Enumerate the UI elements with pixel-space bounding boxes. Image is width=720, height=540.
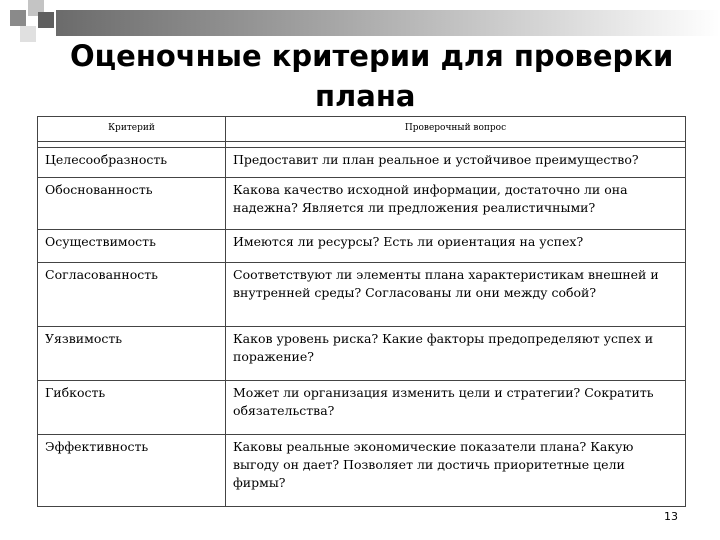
question-cell: Какова качество исходной информации, достаточно ли она надежна? Является ли предложения реалистичными? bbox=[226, 178, 686, 230]
question-cell: Соответствуют ли элементы плана характеристикам внешней и внутренней среды? Согласованы ли они между собой? bbox=[226, 263, 686, 327]
question-cell: Каков уровень риска? Какие факторы предопределяют успех и поражение? bbox=[226, 327, 686, 381]
criterion-cell: Уязвимость bbox=[38, 327, 226, 381]
criterion-cell: Согласованность bbox=[38, 263, 226, 327]
table-header-row bbox=[38, 117, 686, 142]
criterion-cell: Осуществимость bbox=[38, 230, 226, 263]
criterion-cell: Гибкость bbox=[38, 381, 226, 435]
criteria-table bbox=[37, 116, 686, 507]
slide-title-line2: плана bbox=[315, 79, 416, 113]
question-cell: Имеются ли ресурсы? Есть ли ориентация на успех? bbox=[226, 230, 686, 263]
header-question: Проверочный вопрос bbox=[226, 117, 686, 142]
slide-title bbox=[20, 36, 720, 116]
table-row bbox=[38, 263, 686, 327]
slide-title-line1: Оценочные критерии для проверки bbox=[70, 39, 674, 73]
header-gradient-bar bbox=[56, 10, 720, 36]
question-cell: Предоставит ли план реальное и устойчивое преимущество? bbox=[226, 148, 686, 178]
criterion-cell: Обоснованность bbox=[38, 178, 226, 230]
decor-square bbox=[10, 10, 26, 26]
table-row bbox=[38, 148, 686, 178]
criterion-cell: Эффективность bbox=[38, 435, 226, 507]
page-number: 13 bbox=[664, 510, 678, 523]
criterion-cell: Целесообразность bbox=[38, 148, 226, 178]
table-row bbox=[38, 381, 686, 435]
table-row bbox=[38, 178, 686, 230]
table-row bbox=[38, 435, 686, 507]
question-cell: Каковы реальные экономические показатели плана? Какую выгоду он дает? Позволяет ли достичь приоритетные цели фирмы? bbox=[226, 435, 686, 507]
header-criterion: Критерий bbox=[38, 117, 226, 142]
decor-square bbox=[38, 12, 54, 28]
question-cell: Может ли организация изменить цели и стратегии? Сократить обязательства? bbox=[226, 381, 686, 435]
table-row bbox=[38, 230, 686, 263]
table-row bbox=[38, 327, 686, 381]
